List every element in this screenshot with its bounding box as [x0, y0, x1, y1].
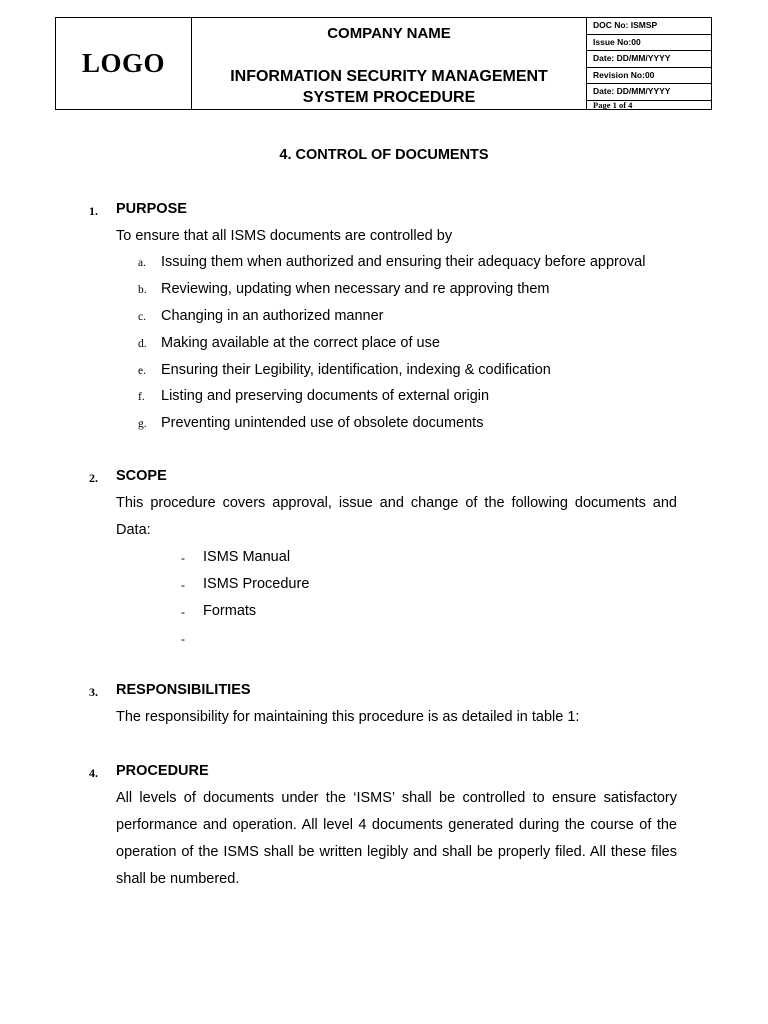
page-number: Page 1 of 4 [593, 99, 633, 110]
procedure-text: All levels of documents under the ‘ISMS’ shall be controlled to ensure satisfactory performance and operation. All level 4 documents generated during the course of the operation of the ISMS shall be written legibly and shall be properly filed. All these files shall be numbered. [116, 790, 677, 887]
procedure-title-line-1: INFORMATION SECURITY MANAGEMENT [230, 68, 548, 85]
issue-number: Issue No:00 [587, 35, 711, 52]
doc-number: DOC No: ISMSP [587, 18, 711, 35]
scope-item: ISMS Manual [203, 549, 291, 565]
responsibilities-text: The responsibility for maintaining this procedure is as detailed in table 1: [116, 709, 580, 725]
list-item: Making available at the correct place of use [161, 335, 440, 351]
section-number: 4. [89, 766, 98, 780]
section-number: 1. [89, 204, 98, 218]
list-item: Issuing them when authorized and ensuring their adequacy before approval [161, 254, 646, 270]
scope-intro: This procedure covers approval, issue and change of the following documents and Data: [116, 495, 677, 538]
list-item: Listing and preserving documents of external origin [161, 388, 490, 404]
document-header [55, 17, 712, 110]
list-letter: a. [138, 257, 146, 269]
section-number: 3. [89, 685, 98, 699]
title-cell [192, 18, 587, 109]
list-dash: - [181, 578, 185, 592]
list-dash: - [181, 605, 185, 619]
list-item: Reviewing, updating when necessary and re approving them [161, 281, 550, 297]
purpose-heading: PURPOSE [116, 201, 187, 217]
procedure-title [192, 66, 586, 108]
procedure-heading: PROCEDURE [116, 763, 209, 779]
list-letter: f. [138, 391, 145, 403]
list-item: Preventing unintended use of obsolete documents [161, 415, 484, 431]
section-number: 2. [89, 471, 98, 485]
document-meta [587, 18, 711, 109]
list-letter: b. [138, 284, 147, 296]
list-item: Changing in an authorized manner [161, 308, 384, 324]
logo-cell [56, 18, 192, 109]
company-name: COMPANY NAME [327, 25, 451, 42]
logo: LOGO [81, 48, 165, 78]
responsibilities-heading: RESPONSIBILITIES [116, 682, 251, 698]
list-dash: - [181, 632, 185, 646]
list-letter: g. [138, 418, 147, 430]
revision-date: Date: DD/MM/YYYY [587, 84, 711, 101]
scope-item: ISMS Procedure [203, 576, 310, 592]
section-title: 4. CONTROL OF DOCUMENTS [279, 147, 489, 163]
list-dash: - [181, 551, 185, 565]
procedure-title-line-2: SYSTEM PROCEDURE [302, 89, 476, 106]
issue-date: Date: DD/MM/YYYY [587, 51, 711, 68]
scope-heading: SCOPE [116, 468, 167, 484]
revision-number: Revision No:00 [587, 68, 711, 85]
list-item: Ensuring their Legibility, identification, indexing & codification [161, 362, 551, 378]
scope-item: Formats [203, 603, 257, 619]
list-letter: c. [138, 311, 146, 323]
purpose-intro: To ensure that all ISMS documents are controlled by [116, 228, 453, 244]
list-letter: e. [138, 365, 146, 377]
list-letter: d. [138, 338, 147, 350]
